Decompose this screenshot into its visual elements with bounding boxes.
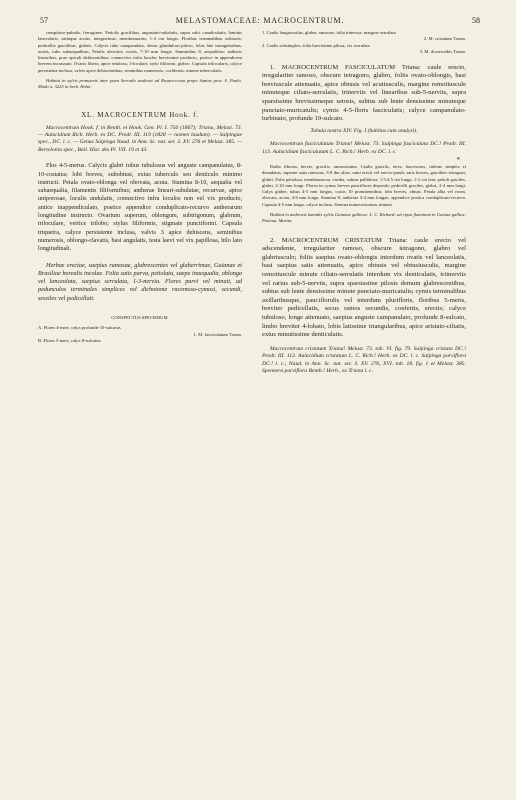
tabula-reference: Tabula nostra XIV. Fig. I (habitus cum analysi). [310,127,418,134]
star-mark: * [456,156,460,164]
key-text: 2. Caulis subsimplex; folia brevissime pilosa, vix serrulata [262,42,370,48]
key-result: 3. M. droseroides Triana. [419,49,466,55]
species-key [38,325,242,344]
genus-synonymy: Macrocentrum Hook. f. in Benth. et Hook. Gen. Pl. I. 756 (1867); Triana, Melast. 73. — Aulacidium Rich. Herb. ex DC. Prodr. III. 119 (1828 — nomen laudum). — Salpingae spec., DC. l. c. — Genus Salpinga Naud. in Ann. Sc. nat. ser. 3. XV. 276 et Melast. 385. — Bertolonia spec., Bail. Hist. des Pl. VII. 19 et 43. [38,124,242,153]
intro-habitat: Habitat in sylvis primaevis inter paen Serrado usulensi ad Rosario-cata prope Santos prov. S. Paulo. Modo n. 3225 in herb. Hohn. [38,78,242,90]
right-column [262,30,466,770]
species-2-heading: 2. MACROCENTRUM CRISTATUM Triana: caule erecto vel adscendente, irregulariter ramoso, obscure tetragono, glabro vel glabriusculo; foliis saepius ovato-oblongis interdum ovatis vel lanceolatis, basi saepius satis attenuatis, apice obtusis vel obtusiusculis, margine remotiuscule minute ciliato-serrulatis interdum vix denticulatis, triinerviis vel rarius sub-5-nerviis, supra sparsissime pilosis demum glabrescentibus, subtus sub lente densissime minute punctato-muricatulis; cymis terminalibus axillaribusque, pauciflorulis vel interdum plurifloris, floribus 5-meris, breviter pedicellatis, secus ramos secundis, confertis, erectis; calyce tubuloso, longe attenuato, saepius anguste campanulato, profunde 8-sulcato, limbo breviter 4-lobato, lobis latissime triangularibus, apice aristato-ciliatis, extus minutissime denticulatis. [262,236,466,339]
page-number-right: 58 [472,16,480,25]
intro-description: caespitoso-pubulis, ferrugineo. Petiolis gracilibus, angustato-subalatis, supra sulci canaliculatis; laminis lanceolatis, utrinque acutis, integerrimis, membranaceis, 1-4 cm longis. Floribus terminalibus solitariis; pedicellis gracilibus, glabris. Calycis tubo campanulato, dense glanduloso-piloso; lobis late triangularibus, acutis, tubo subaequalibus. Petalis obovatis, roseis, 7-10 mm longis. Staminibus 8, aequalibus; antheris linearibus, poro apicali dehiscentibus; connectivo infra loculos brevissime producto, postice in appendicem brevem incrassato. Ovario libero, apice setuloso, 3-loculari; stylo filiformi, glabro. Capsula trilocularis, calyce persistente inclusa, valvis apice dehiscentibus; seminibus numerosis, cochleatis, minute tuberculatis. [38,30,242,73]
key-text: B. Flores 5-meri; calyx 8-sulcatus. [38,338,102,344]
species-1-habitat: Habitat in umbrosis humidis sylvis Guianae gallicae: L. C. Richard; ad ripas fluminum in Guiana gallica: Poiteau, Martin. [262,212,466,224]
running-head [40,16,480,28]
species-key-continued [262,30,466,56]
species-1-heading: 1. MACROCENTRUM FASCICULATUM Triana: caule erecto, irregulariter ramoso, obscure tetragono, glabro, foliis ovato-oblongis, basi breviuscule attenuatis, apice obtusis vel acutiusculis, margine remotiuscule minuteque ciliato-serrulatis, trinerviis vel linearibus sub-5-nerviis, supra sparsissime brevissimeque setosis, subtus sub lente densissime minuteque punctato-muricatulis; cymis 4-5-floris fasciculatis; calyce campanulato-turbinato, profunde 10-sulcato. [262,63,466,123]
genus-title: XL. MACROCENTRUM Hook. f. [81,110,199,119]
conspectus-title: CONSPECTUS SPECIERUM. [111,315,169,321]
species-2-synonymy: Macrocentrum cristatum Triana! Melast. 73. tab. VI. fig. 79. Salpinga cristata DC.! Prodr. III. 113. Aulacidium cristatum L. C. Rich.! Herb. ex DC. l. c. Salpinga parviflora DC.! l. c.; Naud. in Ann. Sc. nat. ser. 3. XV. 276, XVI. tab. 18. fig. 1 et Melast. 385. Spennera parviflora Benth.! Herb., ex Triana l. c. [262,345,466,375]
genus-ecology: Herbae erectae, saepius ramosae, glabrescentes vel glaberrimae, Guianae et Brasiliae borealis incolae. Folia satis parva, petiolata, saepe inaequalia, oblonga vel lanceolata, saepius serrulata, 1-3-nervia. Flores parvi vel minuti, ad pedunculos terminales simplices vel dichotome racemoso-cymosi, secundi, sessiles vel pedicellati. [38,261,242,302]
species-1-synonymy: Macrocentrum fasciculatum Triana! Melast. 73. Salpinga fasciculata DC.! Prodr. III. 113. Aulacidium fasciculatum L. C. Rich.! Herb. ex DC. l. c. [262,141,466,155]
key-text: A. Flores 4-meri; calyx profunde 10-sulcatus [38,325,121,331]
page-number-left: 57 [40,16,48,25]
key-result: 2. M. cristatum Triana. [423,36,466,42]
left-column [38,30,242,770]
genus-description: Flos 4-5-merus. Calycis glabri tubus tubulosus vel anguste campanulatus, 8-10-costatus; lobi breves, subobtusi, extus tuberculo seu denticulo minimo instructi. Petala ovato-oblonga vel obovata, acuta. Stamina 8-10, aequalia vel subaequalia, filamentis filiformibus; antherae lineari-subulatae, recurvae, apice uniporosae, loculis undulatis, connectivo infra loculos non vel vix producto, antice inappendiculato, postice appendice conduplicato-recurvo antherarum longitudine instructo. Ovarium superum, oblongum, subtrigonum, glabrum, triloculare, vertice trilobo; stylus filiformis, stigmate punctiformi. Capsula triquetra, calyce persistente inclusa, valvis 3 apice dehiscens, seminibus numerosis, oblongo-clavatis, basi angulatis, testa laevi vel vix papillosa, hilo lato longitudinali. [38,162,242,253]
species-1-description: Radix fibrosa, brevis, gracilis, ramosissima. Caulis gracilis, teres, fuscescens, inferne simplex et denudatus, superne satis ramosus, 3-8 dm altus; rami erecti vel erecto-patuli, satis breves, graciliter tetragoni, glabri. Folia petiolata, membranacea, viridia, subtus pallidiora, 1.5-4.5 cm longa, 1-2 cm lata; petioli graciles, glabri, 2-10 mm longi. Flores in cymas breves pauciflores dispositi; pedicelli graciles, glabri, 2-4 mm longi. Calyx glaber, tubus 4-5 mm longus, costis 10 prominentibus; lobi breves, obtusi. Petala alba vel rosea, obovata, acuta, 4-6 mm longa. Stamina 8; antherae 3-4 mm longae, appendice postica conduplicato-recurva. Capsula 4-5 mm longa, calyce inclusa. Semina numerosissima, minuta. [262,164,466,207]
key-text: 1. Caulis longiusculus, glaber, ramosus; folia trinervia, margine serrulata [262,30,396,35]
key-row [38,338,242,344]
running-title: MELASTOMACEAE: MACROCENTRUM. [175,16,345,25]
key-result: 1. M. fasciculatum Triana. [193,331,242,337]
